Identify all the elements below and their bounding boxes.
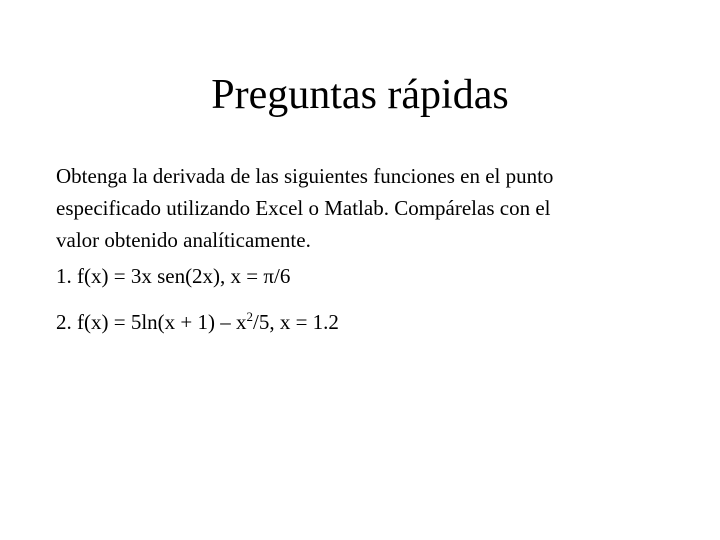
intro-line-3: valor obtenido analíticamente. xyxy=(56,228,311,252)
question-1-text: 1. f(x) = 3x sen(2x), x = π/6 xyxy=(56,264,291,288)
question-item-1 xyxy=(56,260,290,292)
question-2-text-end: /5, x = 1.2 xyxy=(253,310,339,334)
intro-paragraph xyxy=(56,160,656,256)
question-2-text-start: 2. f(x) = 5ln(x + 1) – x xyxy=(56,310,247,334)
question-item-2 xyxy=(56,306,339,338)
slide-title: Preguntas rápidas xyxy=(211,72,509,118)
intro-line-1: Obtenga la derivada de las siguientes funciones en el punto xyxy=(56,164,554,188)
intro-line-2: especificado utilizando Excel o Matlab. Compárelas con el xyxy=(56,196,551,220)
question-2-exponent: 2 xyxy=(246,309,253,324)
